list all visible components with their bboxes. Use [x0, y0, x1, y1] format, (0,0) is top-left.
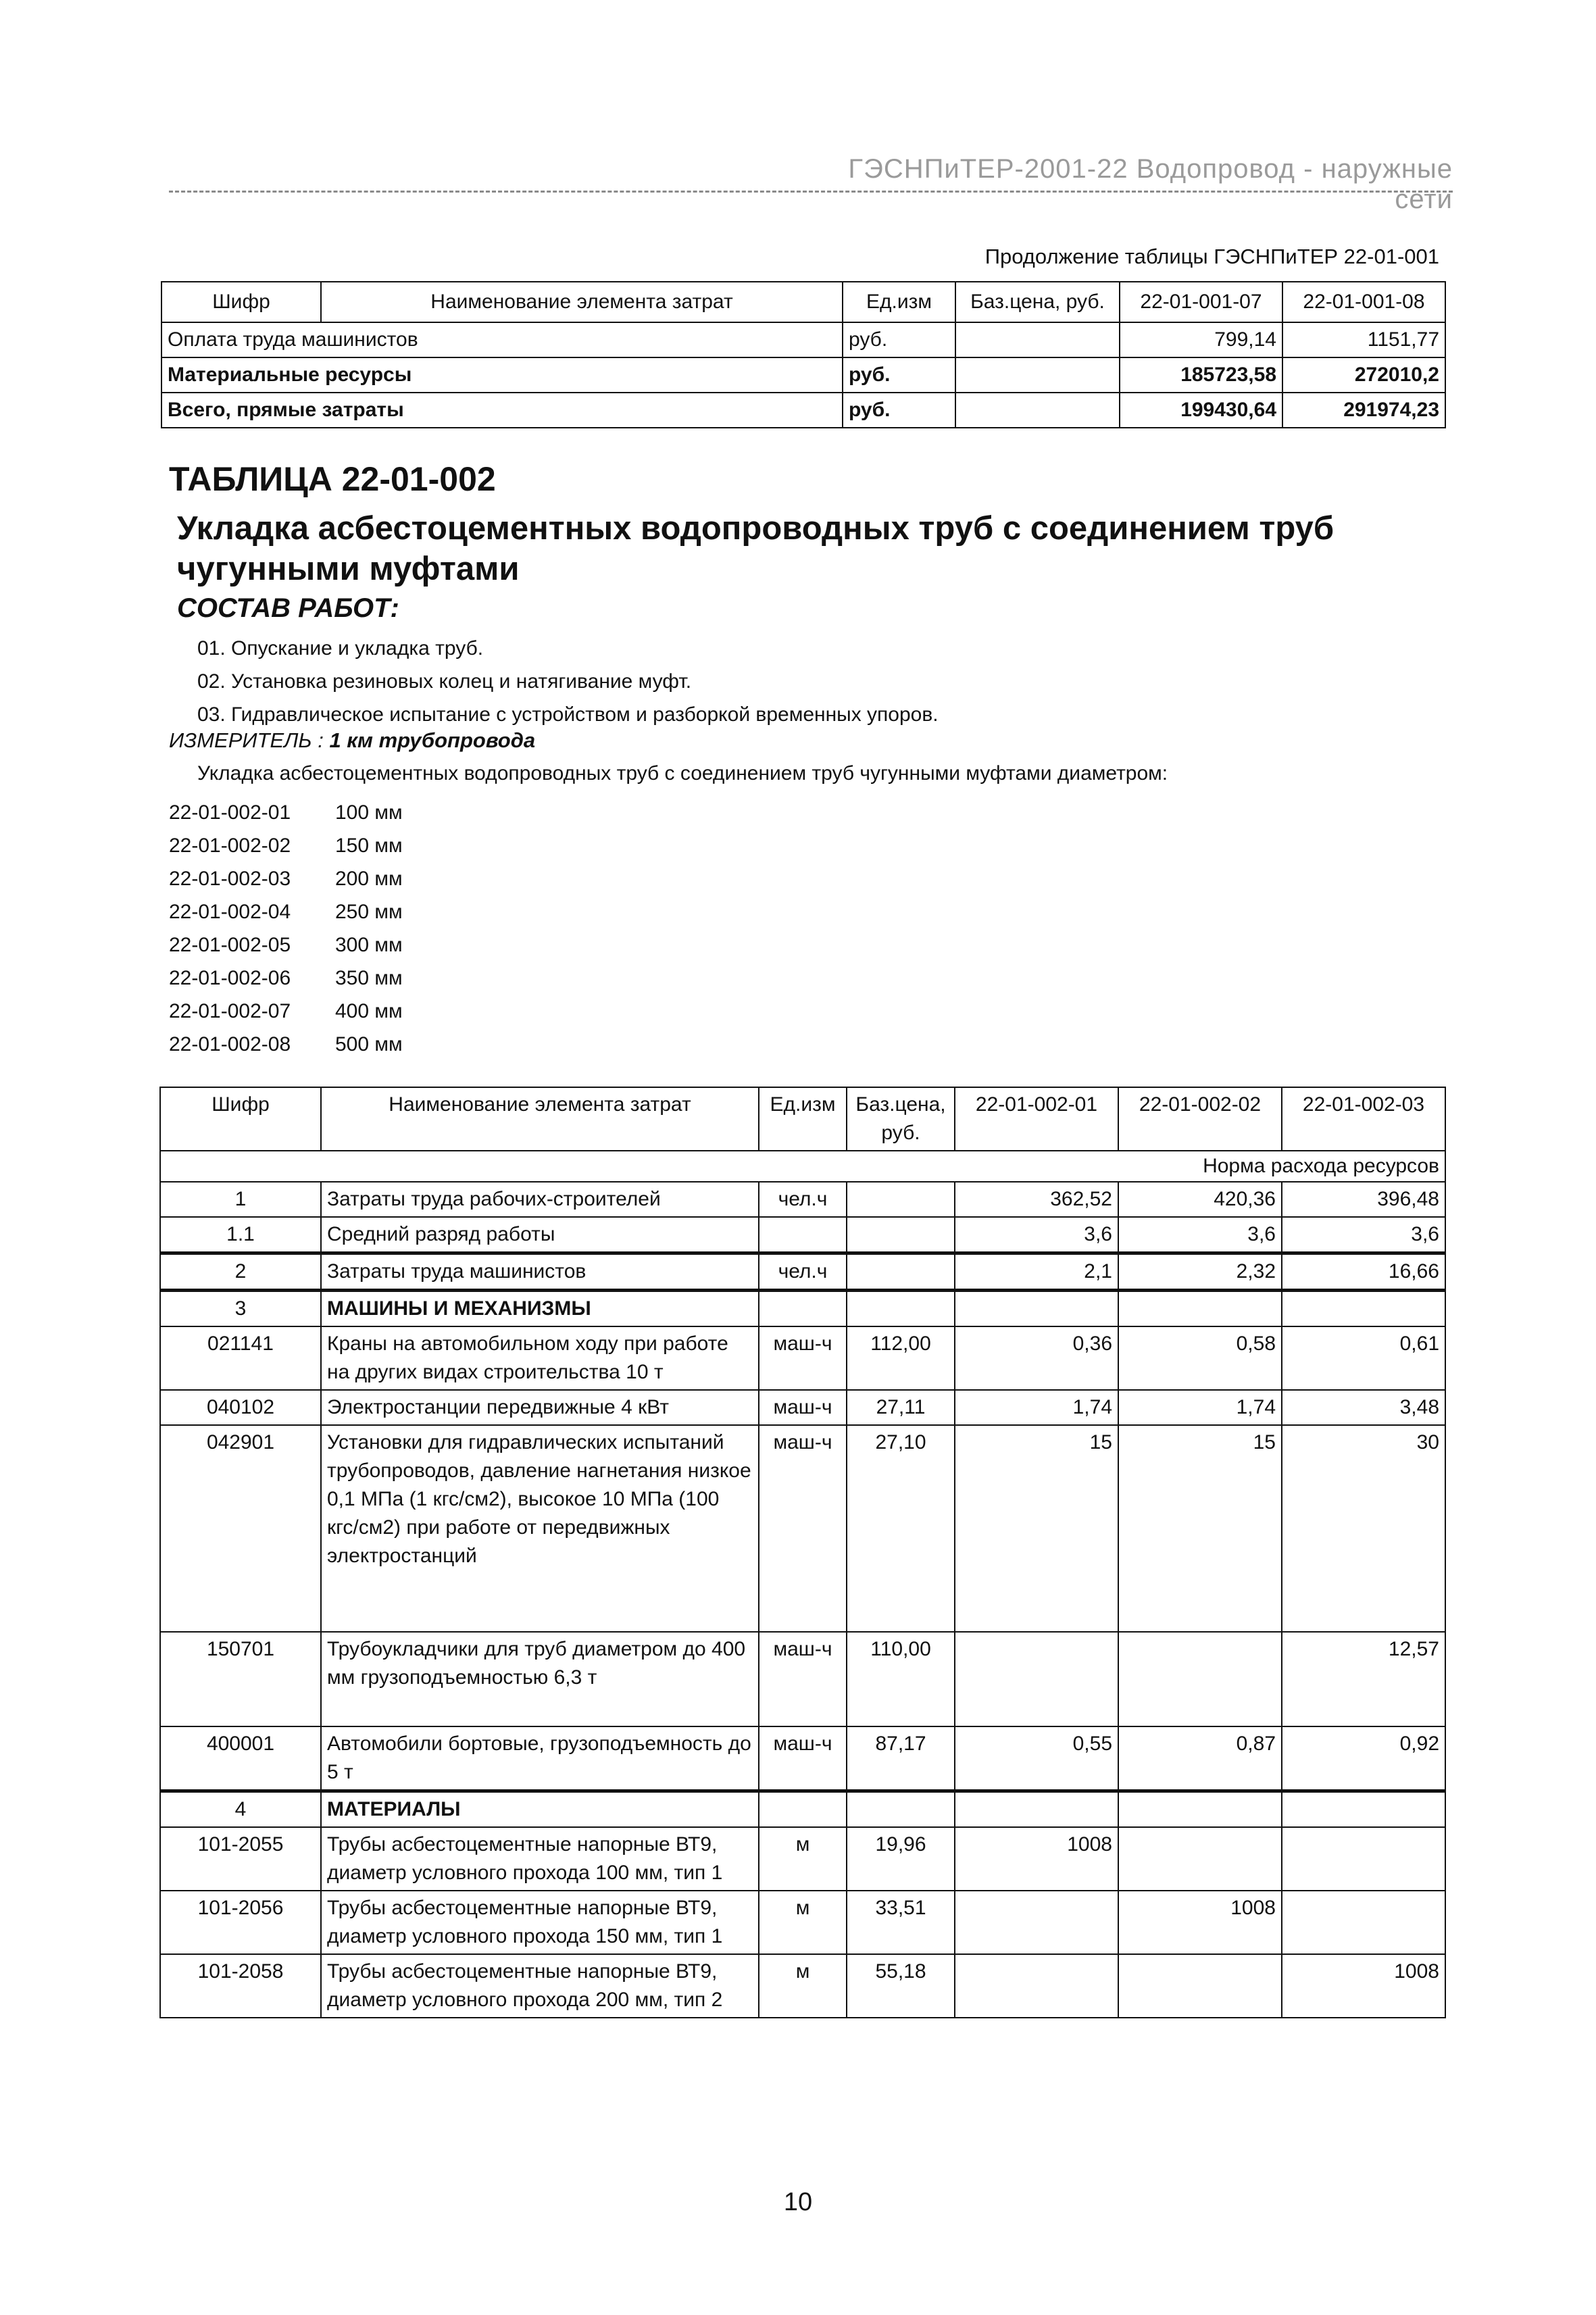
- row-value-03: 3,6: [1282, 1217, 1445, 1253]
- row-value-01: [955, 1291, 1118, 1327]
- row-value-01: 0,36: [955, 1326, 1118, 1390]
- row-value-01: 362,52: [955, 1182, 1118, 1217]
- work-step: 02. Установка резиновых колец и натягивание муфт.: [197, 670, 692, 693]
- row-value-02: 1,74: [1118, 1390, 1282, 1425]
- row-unit: [759, 1791, 847, 1828]
- row-value-02: [1118, 1827, 1282, 1891]
- row-value-01: [955, 1891, 1118, 1954]
- row-value-03: [1282, 1791, 1445, 1828]
- row-value-03: 3,48: [1282, 1390, 1445, 1425]
- diameter-size: 250 мм: [335, 901, 403, 923]
- list-item: [169, 1028, 403, 1061]
- row-unit: маш-ч: [759, 1326, 847, 1390]
- header-col-08: 22-01-001-08: [1282, 282, 1445, 322]
- row-value-03: 30: [1282, 1425, 1445, 1632]
- row-unit: м: [759, 1891, 847, 1954]
- table-description: Укладка асбестоцементных водопроводных труб с соединением труб чугунными муфтами: [177, 510, 1335, 587]
- row-unit: руб.: [843, 357, 955, 393]
- row-code: 2: [160, 1253, 321, 1291]
- row-base-price: 19,96: [847, 1827, 955, 1891]
- row-base-price: [847, 1791, 955, 1828]
- row-base-price: 27,11: [847, 1390, 955, 1425]
- table-row: [160, 1390, 1445, 1425]
- diameter-code: 22-01-002-04: [169, 901, 291, 923]
- norm-label-row: [160, 1151, 1445, 1182]
- row-unit: чел.ч: [759, 1182, 847, 1217]
- row-unit: руб.: [843, 393, 955, 428]
- row-code: 101-2056: [160, 1891, 321, 1954]
- row-base-price: [847, 1182, 955, 1217]
- diameter-size: 300 мм: [335, 934, 403, 956]
- list-item: [169, 796, 403, 829]
- row-name: Всего, прямые затраты: [161, 393, 843, 428]
- row-base-price: [955, 393, 1120, 428]
- row-value-03: [1282, 1291, 1445, 1327]
- table-row: [160, 1217, 1445, 1253]
- row-base-price: [847, 1253, 955, 1291]
- row-value-01: 1008: [955, 1827, 1118, 1891]
- header-col-02: 22-01-002-02: [1118, 1087, 1282, 1151]
- row-unit: [759, 1217, 847, 1253]
- work-steps-list: [197, 632, 939, 731]
- table-title: ТАБЛИЦА 22-01-002: [169, 460, 496, 498]
- row-unit: маш-ч: [759, 1425, 847, 1632]
- meter-line: [169, 728, 535, 753]
- diameter-code: 22-01-002-03: [169, 868, 291, 890]
- header-col-07: 22-01-001-07: [1120, 282, 1282, 322]
- table-row: [160, 1291, 1445, 1327]
- row-unit: м: [759, 1827, 847, 1891]
- row-base-price: 87,17: [847, 1726, 955, 1791]
- row-base-price: 112,00: [847, 1326, 955, 1390]
- row-code: 400001: [160, 1726, 321, 1791]
- row-base-price: [955, 357, 1120, 393]
- table-row: [160, 1726, 1445, 1791]
- diameter-code: 22-01-002-05: [169, 934, 291, 956]
- row-base-price: 110,00: [847, 1632, 955, 1726]
- row-value-01: [955, 1954, 1118, 2018]
- row-name: Электростанции передвижные 4 кВт: [321, 1390, 759, 1425]
- diameter-code: 22-01-002-08: [169, 1033, 291, 1055]
- row-value-07: 185723,58: [1120, 357, 1282, 393]
- row-name: Оплата труда машинистов: [161, 322, 843, 357]
- header-code: Шифр: [160, 1087, 321, 1151]
- row-value-02: [1118, 1291, 1282, 1327]
- diameter-list: [169, 796, 403, 1061]
- row-value-03: 16,66: [1282, 1253, 1445, 1291]
- row-name: Средний разряд работы: [321, 1217, 759, 1253]
- page-number: 10: [783, 2188, 813, 2216]
- row-value-02: 3,6: [1118, 1217, 1282, 1253]
- list-item: [169, 995, 403, 1028]
- row-unit: руб.: [843, 322, 955, 357]
- table-row: [161, 322, 1445, 357]
- table-row: [160, 1632, 1445, 1726]
- row-code: 042901: [160, 1425, 321, 1632]
- table-body: [160, 1151, 1445, 2018]
- row-unit: чел.ч: [759, 1253, 847, 1291]
- row-value-01: 0,55: [955, 1726, 1118, 1791]
- header-unit: Ед.изм: [759, 1087, 847, 1151]
- table-row: [160, 1954, 1445, 2018]
- row-value-01: 15: [955, 1425, 1118, 1632]
- intro-text: Укладка асбестоцементных водопроводных труб с соединением труб чугунными муфтами диаметром:: [197, 762, 1168, 785]
- row-code: 1.1: [160, 1217, 321, 1253]
- table-row: [160, 1891, 1445, 1954]
- list-item: [169, 895, 403, 928]
- diameter-code: 22-01-002-06: [169, 967, 291, 989]
- row-base-price: [955, 322, 1120, 357]
- diameter-size: 150 мм: [335, 835, 403, 857]
- row-value-02: 0,58: [1118, 1326, 1282, 1390]
- diameter-size: 350 мм: [335, 967, 403, 989]
- row-unit: м: [759, 1954, 847, 2018]
- continued-table-label: Продолжение таблицы ГЭСНПиТЕР 22-01-001: [984, 245, 1439, 268]
- row-name: Трубоукладчики для труб диаметром до 400 мм грузоподъемностью 6,3 т: [321, 1632, 759, 1726]
- row-name: Установки для гидравлических испытаний трубопроводов, давление нагнетания низкое 0,1 МПа (1 кгс/см2), высокое 10 МПа (100 кгс/см2) при работе от передвижных электростанций: [321, 1425, 759, 1632]
- row-value-03: 0,61: [1282, 1326, 1445, 1390]
- diameter-size: 500 мм: [335, 1033, 403, 1055]
- meter-value: 1 км трубопровода: [329, 728, 536, 752]
- row-code: 101-2055: [160, 1827, 321, 1891]
- row-value-03: [1282, 1891, 1445, 1954]
- row-base-price: 27,10: [847, 1425, 955, 1632]
- row-name: Краны на автомобильном ходу при работе на других видах строительства 10 т: [321, 1326, 759, 1390]
- diameter-size: 400 мм: [335, 1000, 403, 1022]
- row-unit: маш-ч: [759, 1632, 847, 1726]
- table-row: [160, 1182, 1445, 1217]
- row-base-price: [847, 1291, 955, 1327]
- row-value-01: 2,1: [955, 1253, 1118, 1291]
- row-name: Затраты труда рабочих-строителей: [321, 1182, 759, 1217]
- list-item: [169, 962, 403, 995]
- diameter-code: 22-01-002-07: [169, 1000, 291, 1022]
- header-col-01: 22-01-002-01: [955, 1087, 1118, 1151]
- table-row: [161, 357, 1445, 393]
- row-code: 150701: [160, 1632, 321, 1726]
- row-value-02: 15: [1118, 1425, 1282, 1632]
- work-step: 03. Гидравлическое испытание с устройством и разборкой временных упоров.: [197, 703, 939, 726]
- row-value-02: [1118, 1954, 1282, 2018]
- header-unit: Ед.изм: [843, 282, 955, 322]
- row-unit: [759, 1291, 847, 1327]
- row-value-03: [1282, 1827, 1445, 1891]
- row-name: Автомобили бортовые, грузоподъемность до 5 т: [321, 1726, 759, 1791]
- header-col-03: 22-01-002-03: [1282, 1087, 1445, 1151]
- running-header: ГЭСНПиТЕР-2001-22 Водопровод - наружные сети: [848, 154, 1453, 214]
- table-row: [161, 393, 1445, 428]
- header-code: Шифр: [161, 282, 321, 322]
- row-value-08: 272010,2: [1282, 357, 1445, 393]
- row-code: 021141: [160, 1326, 321, 1390]
- table-row: [160, 1791, 1445, 1828]
- row-value-02: 2,32: [1118, 1253, 1282, 1291]
- row-value-02: [1118, 1791, 1282, 1828]
- row-unit: маш-ч: [759, 1726, 847, 1791]
- row-name: Трубы асбестоцементные напорные ВТ9, диаметр условного прохода 150 мм, тип 1: [321, 1891, 759, 1954]
- row-value-07: 199430,64: [1120, 393, 1282, 428]
- row-name: Затраты труда машинистов: [321, 1253, 759, 1291]
- row-unit: маш-ч: [759, 1390, 847, 1425]
- diameter-code: 22-01-002-01: [169, 801, 291, 824]
- row-code: 1: [160, 1182, 321, 1217]
- row-value-02: 0,87: [1118, 1726, 1282, 1791]
- row-code: 040102: [160, 1390, 321, 1425]
- work-step: 01. Опускание и укладка труб.: [197, 637, 484, 659]
- diameter-size: 200 мм: [335, 868, 403, 890]
- row-value-02: [1118, 1632, 1282, 1726]
- row-base-price: 55,18: [847, 1954, 955, 2018]
- table-header-row: [160, 1087, 1445, 1151]
- row-value-03: 0,92: [1282, 1726, 1445, 1791]
- table-row: [160, 1827, 1445, 1891]
- row-value-02: 420,36: [1118, 1182, 1282, 1217]
- row-name: МАШИНЫ И МЕХАНИЗМЫ: [321, 1291, 759, 1327]
- row-value-07: 799,14: [1120, 322, 1282, 357]
- header-name: Наименование элемента затрат: [321, 282, 843, 322]
- table-row: [160, 1326, 1445, 1390]
- row-value-03: 12,57: [1282, 1632, 1445, 1726]
- row-base-price: [847, 1217, 955, 1253]
- row-value-01: 3,6: [955, 1217, 1118, 1253]
- row-name: Трубы асбестоцементные напорные ВТ9, диаметр условного прохода 200 мм, тип 2: [321, 1954, 759, 2018]
- meter-label: ИЗМЕРИТЕЛЬ :: [169, 728, 324, 752]
- row-code: 3: [160, 1291, 321, 1327]
- composition-title: СОСТАВ РАБОТ:: [177, 593, 399, 623]
- table-22-01-002: [159, 1087, 1446, 2018]
- list-item: [169, 829, 403, 862]
- header-base-price: Баз.цена, руб.: [955, 282, 1120, 322]
- row-value-08: 291974,23: [1282, 393, 1445, 428]
- diameter-size: 100 мм: [335, 801, 403, 824]
- row-code: 101-2058: [160, 1954, 321, 2018]
- table-header-row: [161, 282, 1445, 322]
- list-item: [169, 862, 403, 895]
- diameter-code: 22-01-002-02: [169, 835, 291, 857]
- row-name: Материальные ресурсы: [161, 357, 843, 393]
- table-row: [160, 1425, 1445, 1632]
- row-name: Трубы асбестоцементные напорные ВТ9, диаметр условного прохода 100 мм, тип 1: [321, 1827, 759, 1891]
- row-code: 4: [160, 1791, 321, 1828]
- row-name: МАТЕРИАЛЫ: [321, 1791, 759, 1828]
- header-rule: [169, 191, 1453, 193]
- row-value-01: [955, 1632, 1118, 1726]
- row-base-price: 33,51: [847, 1891, 955, 1954]
- header-base-price: Баз.цена, руб.: [847, 1087, 955, 1151]
- row-value-03: 396,48: [1282, 1182, 1445, 1217]
- row-value-08: 1151,77: [1282, 322, 1445, 357]
- list-item: [169, 928, 403, 962]
- table-22-01-001-continuation: [161, 281, 1446, 428]
- row-value-01: 1,74: [955, 1390, 1118, 1425]
- row-value-01: [955, 1791, 1118, 1828]
- table-row: [160, 1253, 1445, 1291]
- row-value-02: 1008: [1118, 1891, 1282, 1954]
- row-value-03: 1008: [1282, 1954, 1445, 2018]
- header-name: Наименование элемента затрат: [321, 1087, 759, 1151]
- norm-label: Норма расхода ресурсов: [160, 1151, 1445, 1182]
